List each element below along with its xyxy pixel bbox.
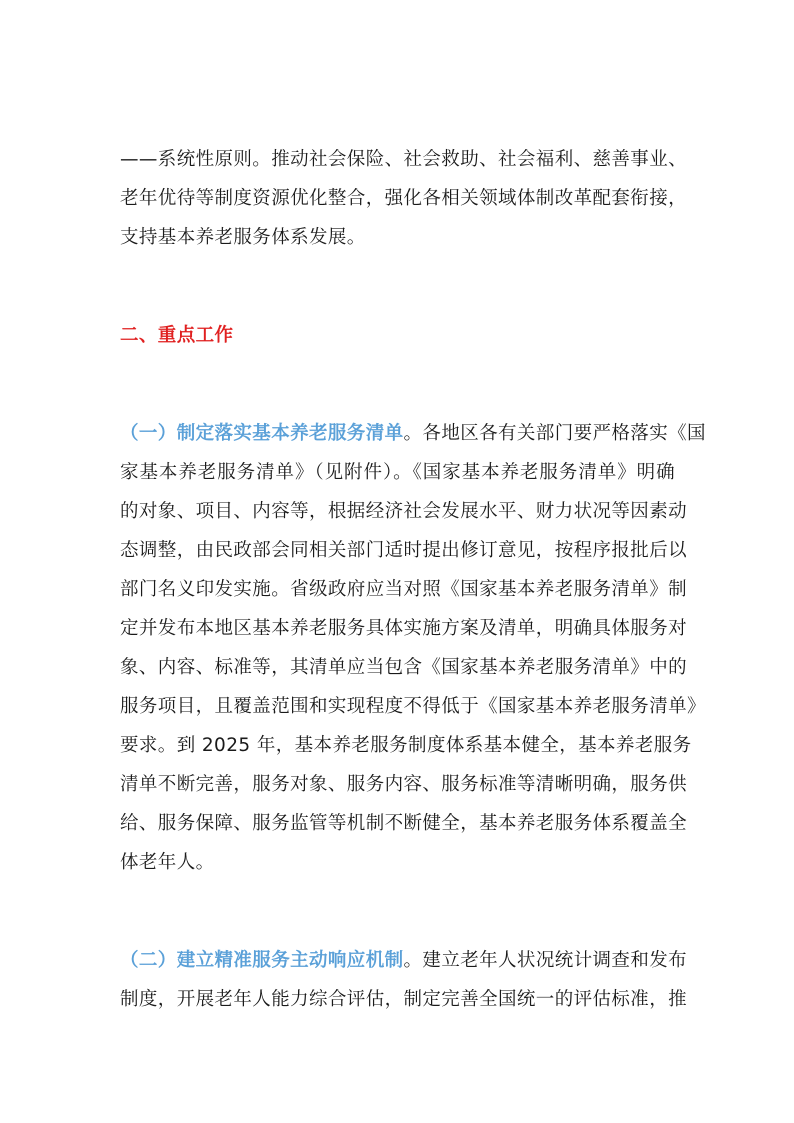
document-page: [120, 140, 706, 1019]
item1-line: 要求。到 2025 年，基本养老服务制度体系基本健全，基本养老服务: [120, 735, 692, 756]
item2-paragraph: [120, 941, 688, 1019]
principle-line: 老年优待等制度资源优化整合，强化各相关领域体制改革配套衔接，: [120, 188, 688, 209]
item1-line: 态调整，由民政部会同相关部门适时提出修订意见，按程序报批后以: [120, 540, 688, 561]
item2-first-rest: 。建立老年人状况统计调查和发布: [403, 950, 688, 971]
item1-title: （一）制定落实基本养老服务清单: [120, 423, 404, 444]
item2-title: （二）建立精准服务主动响应机制: [120, 950, 404, 971]
item1-line: 部门名义印发实施。省级政府应当对照《国家基本养老服务清单》制: [120, 579, 688, 600]
item1-line: 象、内容、标准等，其清单应当包含《国家基本养老服务清单》中的: [120, 657, 688, 678]
item2-first-line: [120, 941, 688, 980]
item1-line: 给、服务保障、服务监管等机制不断健全，基本养老服务体系覆盖全: [120, 813, 688, 834]
item1-line: 清单不断完善，服务对象、服务内容、服务标准等清晰明确，服务供: [120, 774, 688, 795]
item1-line: 的对象、项目、内容等，根据经济社会发展水平、财力状况等因素动: [120, 501, 688, 522]
item1-first-line: [120, 414, 706, 453]
principle-paragraph: [120, 140, 688, 257]
item1-first-rest: 。各地区各有关部门要严格落实《国: [403, 423, 706, 444]
item1-line: 体老年人。: [120, 852, 215, 873]
section-heading: 二、重点工作: [120, 325, 234, 346]
principle-line: ——系统性原则。推动社会保险、社会救助、社会福利、慈善事业、: [120, 149, 688, 170]
item1-line: 家基本养老服务清单》（见附件）。《国家基本养老服务清单》明确: [120, 462, 675, 483]
principle-line: 支持基本养老服务体系发展。: [120, 227, 366, 248]
item2-line: 制度，开展老年人能力综合评估，制定完善全国统一的评估标准，推: [120, 989, 688, 1010]
item1-paragraph: [120, 414, 706, 882]
item1-line: 服务项目，且覆盖范围和实现程度不得低于《国家基本养老服务清单》: [120, 696, 706, 717]
item1-line: 定并发布本地区基本养老服务具体实施方案及清单，明确具体服务对: [120, 618, 688, 639]
